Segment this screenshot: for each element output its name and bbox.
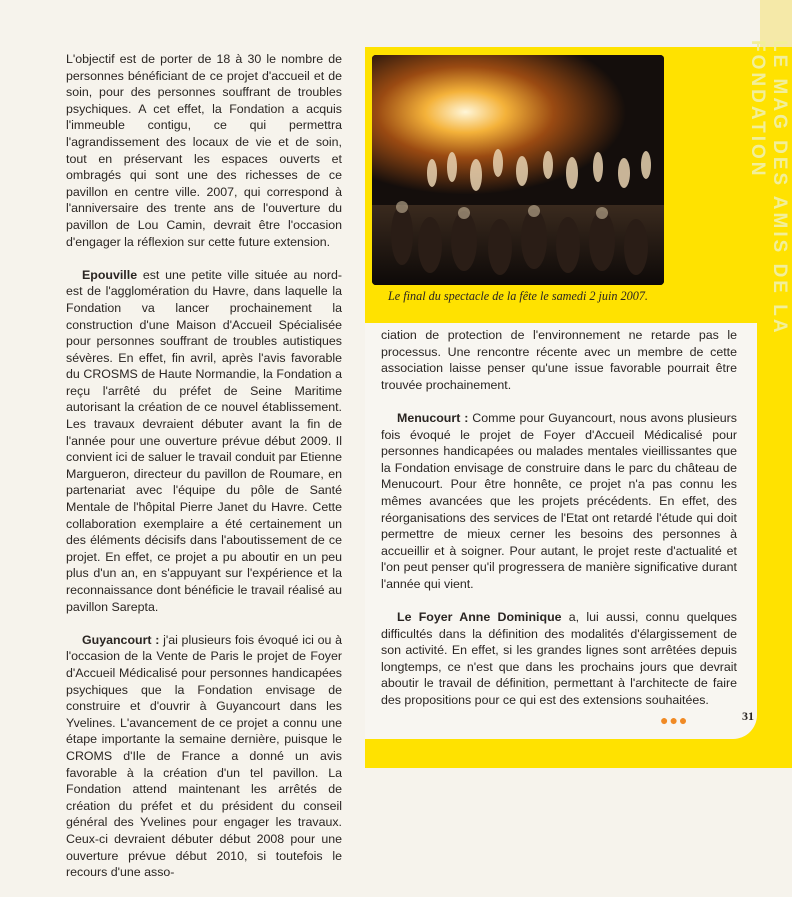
text-guyancourt: j'ai plusieurs fois évoqué ici ou à l'occasion de la Vente de Paris le projet de Foyer d'Accueil Médicalisé pour personnes handicapées psychiques que la Fondation envisage de construire et d'ouvrir à Guyancourt dans les Yvelines. L'avancement de ce projet a connu une étape importante la semaine dernière, puisque le CROMS d'Ile de France a donné un avis favorable à la création d'un tel pavillon. La Fondation attend maintenant les arrêtés de création du préfet et du président du conseil général des Yvelines pour engager les travaux. Ceux-ci devraient débuter début 2008 pour une ouverture prévue début 2010, si toutefois le recours d'une asso- — [66, 632, 342, 880]
paragraph-menucourt — [381, 410, 737, 593]
paragraph-objective: L'objectif est de porter de 18 à 30 le nombre de personnes bénéficiant de ce projet d'accueil et de soin, pour des personnes souffrant de troubles psychiques. A cet effet, la Fondation a acquis l'immeuble contigu, ce qui permettra l'agrandissement des locaux de vie et de soin, tout en préservant les espaces ouverts et ombragés qui sont une des richesses de ce pavillon en centre ville. 2007, qui correspond à l'anniversaire des trente ans de l'ouverture du pavillon de Lou Camin, devrait être l'occasion d'engager la réflexion sur cette future extension. — [66, 52, 342, 249]
page-number: 31 — [742, 709, 754, 723]
left-column — [66, 51, 342, 897]
spine-label: LE MAG DES AMIS DE LA FONDATION — [747, 40, 790, 335]
text-menucourt: Comme pour Guyancourt, nous avons plusieurs fois évoqué le projet de Foyer d'Accueil Médicalisé pour personnes handicapées ou malades mentales vieillissantes que la Fondation envisage de construire dans le parc du château de Menucourt. Pour être honnête, ce projet n'a pas connu les mêmes avancées que les projets précédents. En effet, des réorganisations des services de l'Etat ont retardé l'étude qui doit permettre de mieux cerner les besoins des personnes à accueillir et à soigner. Pour autant, le projet reste d'actualité et l'on peut penser qu'il progressera de manière significative durant l'année qui vient. — [381, 410, 738, 591]
paragraph-guyancourt — [66, 632, 342, 881]
decorative-dots: ●●● — [660, 712, 689, 728]
right-column — [381, 327, 737, 725]
lead-guyancourt: Guyancourt : — [82, 632, 160, 647]
concert-photo — [372, 55, 664, 285]
text-epouville: est une petite ville située au nord-est de l'agglomération du Havre, dans laquelle la Fondation va lancer prochainement la construction d'une Maison d'Accueil Spécialisée pour personnes souffrant de troubles autistiques sévères. En effet, fin avril, après l'avis favorable du CROSMS de Haute Normandie, la Fondation a reçu l'arrêté du préfet de Seine Maritime autorisant la création de ce nouvel établissement. Les travaux devraient débuter avant la fin de l'année pour une ouverture prévue début 2009. Il convient ici de saluer le travail conduit par Etienne Margueron, directeur du pavillon de Roumare, en partenariat avec l'équipe du pôle de Santé Mentale de l'hôpital Pierre Janet du Havre. Cette collaboration exemplaire a été certainement un des éléments décisifs dans l'aboutissement de ce projet. En effet, ce projet a pu aboutir en un peu plus d'un an, en s'appuyant sur l'expérience et la reconnaissance dont bénéficie le travail réalisé au pavillon Sarepta. — [66, 267, 342, 614]
paragraph-foyer-anne-dominique — [381, 609, 737, 709]
text-foyer: a, lui aussi, connu quelques difficultés dans la définition des modalités d'élargissement de son activité. En effet, si les grandes lignes sont arrêtées depuis longtemps, ce n'est que dans les prochains jours que devrait aboutir le travail de définition, permettant à l'architecte de faire des propositions pour ce qui est des extensions souhaitées. — [381, 610, 737, 708]
lead-epouville: Epouville — [82, 267, 138, 282]
paragraph-epouville — [66, 267, 342, 615]
stage-scene-graphic — [372, 55, 664, 285]
paragraph-continuation: ciation de protection de l'environnement ne retarde pas le processus. Une rencontre récente avec un membre de cette association laisse penser qu'une issue favorable pourrait être trouvée prochainement. — [381, 328, 737, 392]
lead-foyer: Le Foyer Anne Dominique — [397, 610, 562, 625]
photo-caption: Le final du spectacle de la fête le samedi 2 juin 2007. — [388, 289, 648, 303]
lead-menucourt: Menucourt : — [397, 410, 469, 425]
